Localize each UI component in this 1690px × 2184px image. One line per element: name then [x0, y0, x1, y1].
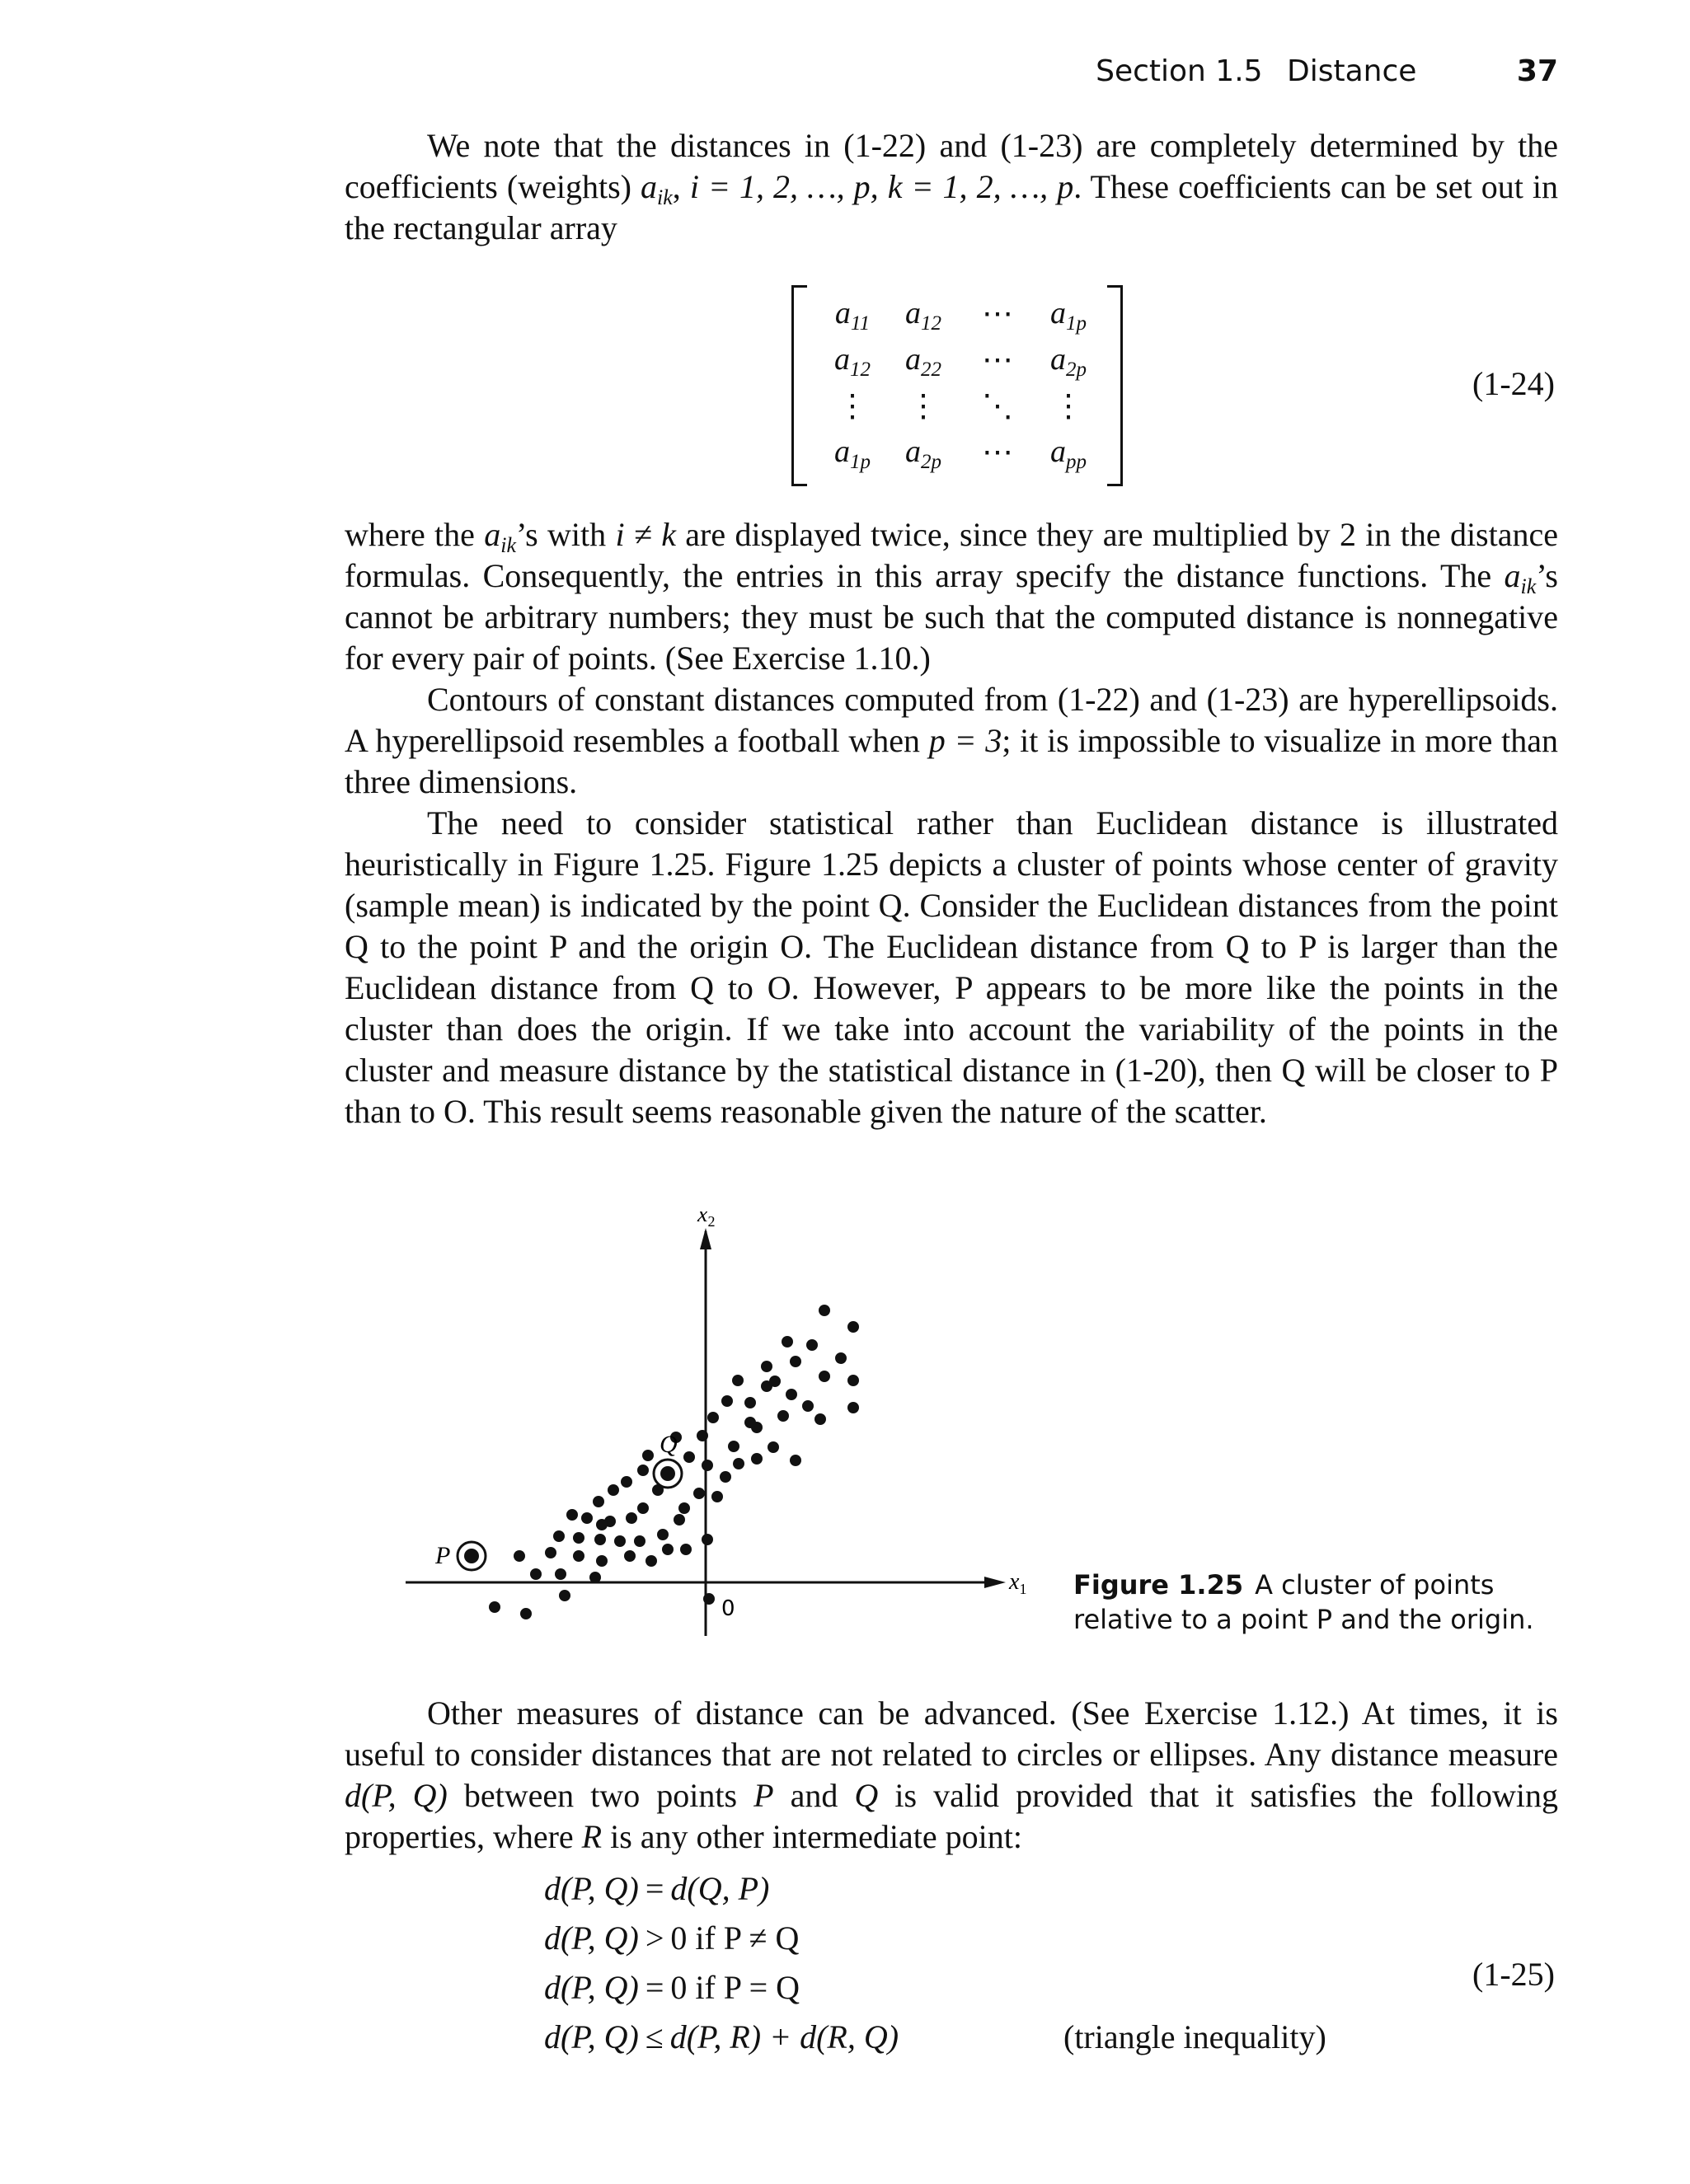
cluster-point: [642, 1450, 654, 1461]
cluster-point: [683, 1451, 695, 1463]
cluster-point: [721, 1395, 733, 1407]
section-title: Distance: [1287, 54, 1417, 88]
x1-axis-arrow: [984, 1577, 1006, 1588]
x2-axis-arrow: [700, 1228, 711, 1249]
cluster-point: [581, 1512, 593, 1524]
cluster-point: [573, 1532, 584, 1544]
cluster-point: [790, 1356, 801, 1367]
cluster-point: [732, 1375, 744, 1386]
equation-number-1-25: (1-25): [1472, 1956, 1555, 1993]
cluster-point: [711, 1491, 723, 1502]
cluster-point: [733, 1458, 744, 1469]
cluster-point: [662, 1544, 674, 1555]
cluster-point: [624, 1550, 636, 1562]
matrix-entry: $a_{12}$: [905, 296, 941, 335]
paragraph-5-text: Other measures of distance can be advanced. (See Exercise 1.12.) At times, it is useful to consider distances that are not related to circles or ellipses. Any distance measure d(P, Q) between two points P and Q is valid provided that it satisfies the following properties, where R is any other intermediate point:: [345, 1694, 1558, 1855]
figure-caption: [1073, 1568, 1535, 1637]
triangle-inequality-note: (triangle inequality): [1063, 2018, 1326, 2055]
paragraph-4-text: The need to consider statistical rather than Euclidean distance is illustrated heuristically in Figure 1.25. Figure 1.25 depicts a cluster of points whose center of gravity (sample mean) is indicated by the point Q. Consider the Euclidean distances from the point Q to the point P and the origin O. The Euclidean distance from Q to P is larger than the Euclidean distance from Q to O. However, P appears to be more like the points in the cluster than does the origin. If we take into account the variability of the points in the cluster and measure distance by the statistical distance in (1-20), then Q will be closer to P than to O. This result seems reasonable given the nature of the scatter.: [345, 804, 1558, 1130]
cluster-point: [645, 1555, 657, 1567]
matrix-ellipsis: ⋯: [982, 297, 1013, 331]
matrix-left-bracket: [791, 285, 807, 486]
cluster-point: [545, 1547, 556, 1558]
cluster-point: [790, 1455, 801, 1466]
cluster-point: [693, 1488, 705, 1499]
cluster-point: [782, 1336, 793, 1347]
cluster-point: [786, 1389, 797, 1400]
running-header: [569, 54, 1558, 88]
matrix-entry: $a_{1p}$: [834, 434, 871, 473]
section-label: Section 1.5: [1096, 54, 1263, 88]
cluster-point: [814, 1413, 826, 1425]
cluster-point: [514, 1550, 525, 1562]
point-p-center: [464, 1549, 479, 1563]
cluster-point: [702, 1534, 713, 1545]
cluster-point: [819, 1305, 830, 1316]
paragraph-1-text: We note that the distances in (1-22) and (1-23) are completely determined by the coefficients (weights) $a_{ik}$, i = 1, 2, …, p, k = 1, 2, …, p. These coefficients can be set out in the rectangular array: [345, 127, 1559, 246]
cluster-point: [674, 1514, 685, 1526]
cluster-point: [637, 1502, 649, 1514]
cluster-point: [720, 1471, 731, 1483]
cluster-point: [657, 1529, 669, 1540]
cluster-point: [566, 1509, 578, 1521]
cluster-point: [530, 1568, 542, 1580]
figure-1-25: [396, 1212, 1072, 1657]
cluster-point: [621, 1476, 632, 1488]
cluster-point: [847, 1402, 859, 1413]
equation-line: d(P, Q) ≤ d(P, R) + d(R, Q): [544, 2018, 899, 2055]
equation-line: d(P, Q) = 0 if P = Q: [544, 1969, 800, 2006]
cluster-point: [634, 1535, 645, 1547]
cluster-point: [769, 1376, 781, 1387]
cluster-point: [626, 1512, 637, 1524]
matrix-entry: $a_{1p}$: [1050, 296, 1087, 335]
x2-axis-label: $x_2$: [697, 1212, 716, 1230]
matrix-entry: $a_{12}$: [834, 342, 871, 381]
cluster-point: [702, 1460, 713, 1471]
cluster-point: [614, 1535, 626, 1547]
matrix-entry: $a_{11}$: [834, 296, 871, 335]
cluster-point: [802, 1400, 814, 1412]
cluster-point: [489, 1601, 500, 1613]
paragraph-1: [345, 125, 1558, 249]
cluster-point: [608, 1484, 619, 1496]
cluster-point: [728, 1441, 739, 1452]
matrix-ellipsis: ⋯: [982, 343, 1013, 377]
cluster-point: [559, 1590, 570, 1601]
cluster-point: [596, 1555, 608, 1567]
cluster-point: [573, 1550, 584, 1562]
paragraph-5: [345, 1693, 1558, 1858]
paragraph-2-text: where the $a_{ik}’s$ with i ≠ k are displayed twice, since they are multiplied by 2 in the distance formulas. Consequently, the entries in this array specify the distance functions. The $a_{ik}’s$ cannot be arbitrary numbers; they must be such that the computed distance is nonnegative for every pair of points. (See Exercise 1.10.): [345, 516, 1558, 677]
cluster-point: [593, 1496, 604, 1507]
matrix-entry: $a_{2p}$: [1050, 342, 1087, 381]
point-q-label: Q: [660, 1431, 678, 1458]
matrix-entry: $a_{22}$: [905, 342, 941, 381]
cluster-point: [819, 1371, 830, 1382]
distance-properties: [544, 1869, 1326, 2067]
origin-label: 0: [721, 1596, 735, 1621]
cluster-point: [847, 1375, 859, 1386]
cluster-point: [744, 1397, 756, 1408]
cluster-point: [751, 1453, 763, 1465]
cluster-point: [637, 1465, 649, 1476]
matrix-ellipsis: ⋮: [1053, 389, 1084, 424]
cluster-point: [594, 1534, 606, 1545]
point-q-center: [660, 1466, 675, 1481]
cluster-point: [553, 1530, 565, 1542]
cluster-point: [847, 1321, 859, 1333]
matrix-ellipsis: ⋱: [982, 389, 1013, 424]
matrix-entry: $a_{2p}$: [905, 434, 941, 473]
figure-caption-label: Figure 1.25: [1073, 1569, 1244, 1601]
coefficient-matrix: [791, 285, 1123, 481]
paragraph-3-text: Contours of constant distances computed from (1-22) and (1-23) are hyperellipsoids. A hyperellipsoid resembles a football when p = 3; it is impossible to visualize in more than three dimensions.: [345, 681, 1558, 800]
point-p-label: P: [435, 1542, 451, 1569]
cluster-point: [678, 1502, 690, 1514]
cluster-point: [806, 1339, 818, 1351]
page-number: 37: [1516, 54, 1558, 88]
cluster-point: [777, 1410, 789, 1422]
cluster-point: [596, 1519, 608, 1530]
figure-caption-text: A cluster of points relative to a point P and the origin.: [1073, 1569, 1534, 1635]
cluster-point: [555, 1568, 566, 1580]
cluster-point: [520, 1608, 532, 1619]
cluster-point: [761, 1361, 772, 1372]
matrix-ellipsis: ⋮: [837, 389, 868, 424]
cluster-point: [835, 1352, 847, 1364]
matrix-ellipsis: ⋯: [982, 435, 1013, 470]
x1-axis-label: $x_1$: [1009, 1569, 1027, 1597]
cluster-point: [768, 1441, 779, 1453]
equation-number-1-24: (1-24): [1472, 365, 1555, 402]
cluster-point: [744, 1417, 756, 1428]
matrix-ellipsis: ⋮: [908, 389, 939, 424]
matrix-entry: $a_{pp}$: [1050, 434, 1087, 473]
paragraph-2: [345, 514, 1558, 1132]
cluster-point: [707, 1412, 719, 1423]
equation-line: d(P, Q) > 0 if P ≠ Q: [544, 1919, 800, 1957]
equation-line: d(P, Q) = d(Q, P): [544, 1870, 770, 1907]
cluster-point: [680, 1544, 692, 1555]
